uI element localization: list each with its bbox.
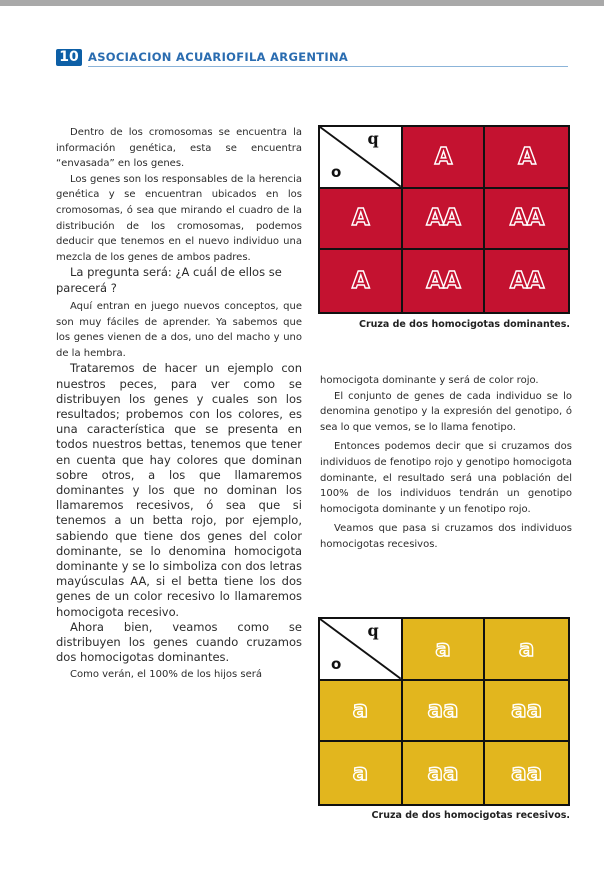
- punnett-header-cell: [403, 619, 486, 681]
- allele-label: a: [435, 635, 451, 662]
- punnett-header-cell: [485, 619, 568, 681]
- punnett-side-cell: [320, 189, 403, 251]
- genotype-label: aa: [511, 760, 543, 787]
- paragraph: El conjunto de genes de cada individuo se lo denomina genotipo y la expresión del genotipo, ó sea lo que vemos, se lo llama fenotipo.: [320, 390, 572, 433]
- right-column: [320, 373, 572, 553]
- punnett-square-dominant: [318, 125, 570, 314]
- genotype-label: aa: [427, 697, 459, 724]
- paragraph: homocigota dominante y será de color rojo.: [320, 375, 539, 386]
- paragraph: Entonces podemos decir que si cruzamos dos individuos de fenotipo rojo y genotipo homocigota dominante, el resultado será una población del 100% de los individuos tendrán un genotipo homocigota dominante y un fenotipo rojo.: [320, 441, 572, 515]
- paragraph: Veamos que pasa si cruzamos dos individuos homocigotas recesivos.: [320, 523, 572, 550]
- punnett-header-cell: [485, 127, 568, 189]
- left-column: [56, 125, 302, 683]
- allele-label: A: [351, 268, 369, 295]
- punnett-cell: [403, 189, 486, 251]
- header-rule: [88, 66, 568, 67]
- allele-label: a: [352, 760, 369, 787]
- figure-caption: Cruza de dos homocigotas recesivos.: [371, 810, 570, 821]
- punnett-cell: [403, 250, 486, 312]
- genotype-label: aa: [511, 697, 543, 724]
- punnett-cell: [485, 189, 568, 251]
- top-bar: [0, 0, 604, 6]
- allele-label: A: [434, 143, 452, 170]
- paragraph-question: La pregunta será: ¿A cuál de ellos se parecerá ?: [56, 265, 282, 296]
- paragraph: Dentro de los cromosomas se encuentra la información genética, esta se encuentra “envasada” en los genes.: [56, 127, 302, 170]
- female-symbol: q: [367, 621, 379, 640]
- punnett-cell: [485, 250, 568, 312]
- paragraph: Aquí entran en juego nuevos conceptos, que son muy fáciles de aprender. Ya sabemos que los genes vienen de a dos, uno del macho y uno de la hembra.: [56, 300, 302, 359]
- female-symbol: q: [367, 129, 379, 148]
- genotype-label: AA: [426, 205, 460, 232]
- punnett-cell: [485, 742, 568, 804]
- punnett-cell: [485, 681, 568, 743]
- allele-label: a: [518, 635, 535, 662]
- male-symbol: o: [331, 654, 342, 673]
- header-title: ASOCIACION ACUARIOFILA ARGENTINA: [88, 50, 349, 64]
- punnett-corner: [320, 127, 403, 189]
- genotype-label: AA: [426, 268, 460, 295]
- punnett-header-cell: [403, 127, 486, 189]
- page-number: 10: [56, 49, 82, 66]
- allele-label: A: [351, 205, 369, 232]
- punnett-cell: [403, 742, 486, 804]
- paragraph: Trataremos de hacer un ejemplo con nuestros peces, para ver como se distribuyen los genes y cuales son los resultados; probemos con los colores, es una característica que se presenta en todos nuestros bettas, tenemos que tener en cuenta que hay colores que dominan sobre otros, a los que llamaremos dominantes y los que no dominan los llamaremos recesivos, ó sea que si tenemos a un betta rojo, por ejemplo, sabiendo que tiene dos genes del color dominante, se lo denomina homocigota dominante y se lo simboliza con dos letras mayúsculas AA, si el betta tiene los dos genes de un color recesivo lo llamaremos homocigota recesivo.: [56, 361, 302, 619]
- paragraph: Ahora bien, veamos como se distribuyen los genes cuando cruzamos dos homocigotas dominantes.: [56, 619, 302, 665]
- punnett-cell: [403, 681, 486, 743]
- figure-caption: Cruza de dos homocigotas dominantes.: [358, 319, 570, 330]
- punnett-side-cell: [320, 250, 403, 312]
- punnett-corner: [320, 619, 403, 681]
- allele-label: A: [518, 143, 536, 170]
- genotype-label: AA: [509, 268, 544, 295]
- page-header: [56, 49, 568, 69]
- allele-label: a: [352, 697, 369, 724]
- genotype-label: AA: [509, 205, 544, 232]
- punnett-side-cell: [320, 742, 403, 804]
- paragraph: Como verán, el 100% de los hijos será: [70, 669, 262, 681]
- male-symbol: o: [331, 162, 342, 181]
- paragraph: Los genes son los responsables de la herencia genética y se encuentran ubicados en los cromosomas, ó sea que mirando el cuadro de la distribución de los cromosomas, podemos deducir que tenemos en el nuevo individuo una mezcla de los genes de ambos padres.: [56, 173, 302, 263]
- punnett-side-cell: [320, 681, 403, 743]
- genotype-label: aa: [427, 760, 459, 787]
- punnett-square-recessive: [318, 617, 570, 806]
